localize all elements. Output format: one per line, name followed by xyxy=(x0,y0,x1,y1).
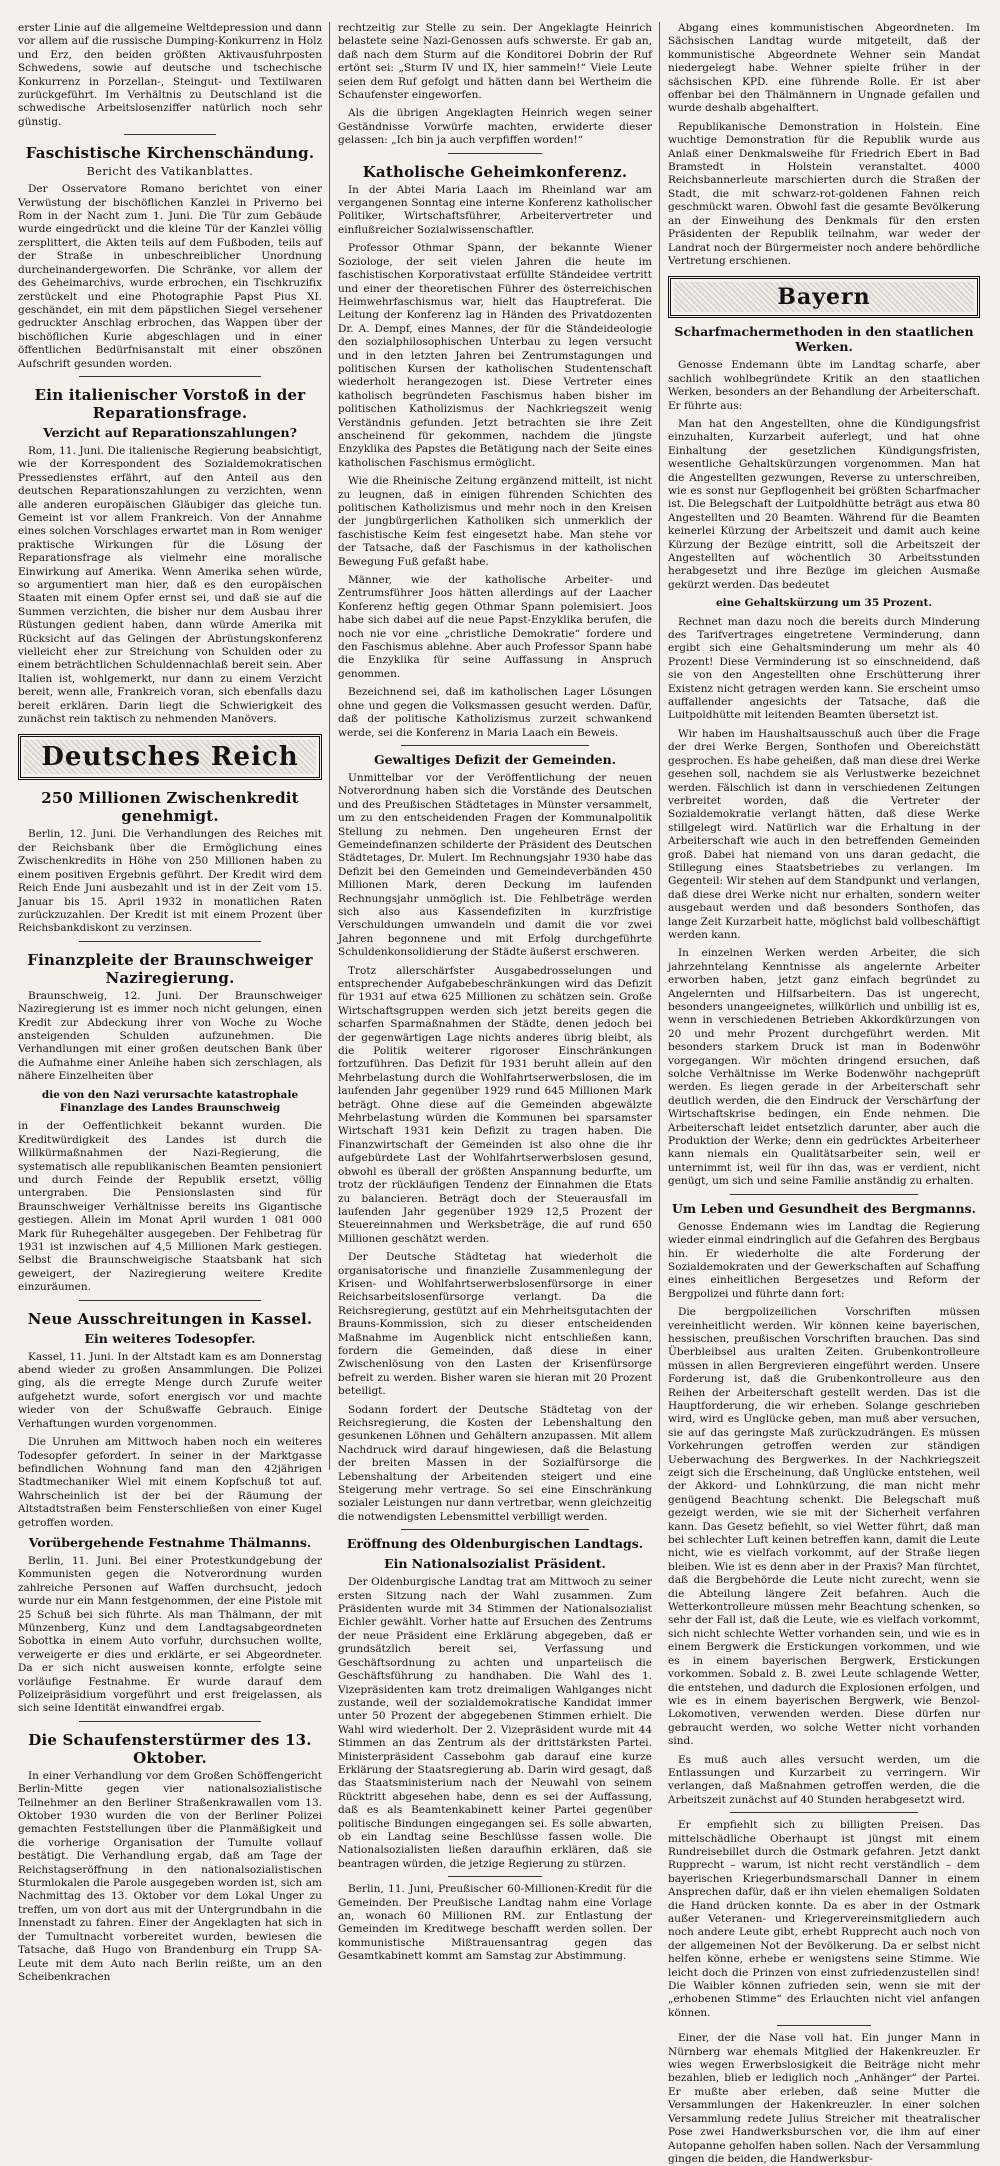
paragraph: Berlin, 12. Juni. Die Verhandlungen des Reiches mit der Reichsbank über die Ermöglichung eines Zwischenkredits in Höhe von 250 Millionen haben zu einem positiven Ergebnis geführt. Der Kredit wird dem Reich Ende Juni ausbezahlt und ist in der Zeit vom 15. Januar bis 15. April 1932 in monatlichen Raten zurückzuzahlen. Der Kredit ist mit einem Prozent über Reichsbankdiskont zu verzinsen. xyxy=(18,828,322,935)
paragraph: Männer, wie der katholische Arbeiter- und Zentrumsführer Joos hätten allerdings auf der Laacher Konferenz heftig gegen Othmar Spann polemisiert. Joos habe sich dabei auf die neue Papst-Enzyklika berufen, die noch nie vor eine „christliche Demokratie“ fordere und den Faschismus ablehne. Aber auch Professor Spann habe die Enzyklika für seine Auffassung in Anspruch genommen. xyxy=(338,574,652,680)
column-left xyxy=(18,22,322,1983)
divider xyxy=(79,376,261,377)
paragraph: Genosse Endemann übte im Landtag scharfe, aber sachlich wohlbegründete Kritik an den staatlichen Werken, besonders an der Behandlung der Arbeiterschaft. Er führte aus: xyxy=(668,359,980,412)
paragraph: Genosse Endemann wies im Landtag die Regierung wieder einmal eindringlich auf die Gefahren des Bergbaus hin. Er wiederholte die alte Forderung der Sozialdemokraten und der Gewerkschaften auf Schaffung eines einheitlichen Bergesetzes und Reform der Bergpolizei und führte dann fort: xyxy=(668,1220,980,1300)
article-headline: Faschistische Kirchenschändung. xyxy=(25,144,315,163)
divider xyxy=(401,745,589,746)
article-subheadline: Ein weiteres Todesopfer. xyxy=(84,1330,256,1346)
paragraph: In einer Verhandlung vor dem Großen Schöffengericht Berlin-Mitte gegen vier nationalsozialistische Teilnehmer an den Berliner Straßenkrawallen vom 13. Oktober 1930 wurden die von der Berliner Polizei gemachten Feststellungen über die Planmäßigkeit und die vorherige Organisation der Tumulte vollauf bestätigt. Die Verhandlung ergab, daß am Tage der Reichstagseröffnung in den nationalsozialistischen Sturmlokalen die Parole ausgegeben worden ist, sich am Nachmittag des 13. Oktober vor dem Lokal Unger zu treffen, um von dort aus mit der Untergrundbahn in die Innenstadt zu fahren. Einer der Angeklagten hat sich in der Tumultnacht vorbereitet wurden, bewiesen die Tatsache, daß Hugo von Brandenburg ein Trupp SA-Leute mit dem Auto nach Berlin reißte, um an den Scheibenkrachen xyxy=(18,1769,322,1983)
paragraph: Die bergpolizeilichen Vorschriften müssen vereinheitlicht werden. Wir können keine bayerischen, hessischen, preußischen Vorschriften brauchen. Das sind Überbleibsel aus uralten Zeiten. Grubenkontrolleure müssen in allen Bergrevieren eingeführt werden. Unsere Forderung ist, daß die Grubenkontrolleure aus den Reihen der Arbeiterschaft gestellt werden. Das ist die Hauptforderung, die wir erheben. Solange geschrieben wird, wird es Unglücke geben, man muß aber versuchen, sie auf das geringste Maß zurückzudrängen. Es müssen Vorkehrungen getroffen werden zur ständigen Ueberwachung des Bergwerkes. In der Nachkriegszeit zeigt sich die Erscheinung, daß Unglücke entstehen, weil der Akkord- und Lohnkürzung, die man nicht mehr genügend Beachtung schenkt. Die Belegschaft muß gezeigt werden, wie sie mit der Sicherheit verfahren kann. Das Gesetz befiehlt, so viel Wetter führt, daß man bei schlechter Luft keinen betreffen kann, damit die Leute nicht, wie es vielfach vorkommt, auf der Straße liegen bleiben. Wie ist es denn aber in der Praxis? Man fürchtet, daß die Bergbehörde die Leute nicht zurecht, wenn sie die Abteilung längere Zeit befahren. Auch die Wetterkontrolleure müssen mehr Beachtung schenken, so sehr der Fall ist, daß die Leute, wie es vielfach vorkommt, sich nicht schlechte Wetter vorhanden sein, und wie es in einem Bergwerk die Erstickungen vorkommen, und wie es in einem bayerischen Bergwerk, Erstickungen vorkommen. Sobald z. B. zwei Leute schlagende Wetter, die entstehen, und dadurch die Explosionen erfolgen, und wie es in einem bayerischen Bergwerk, wie Benzol-Lokomotiven, verwenden werden. Diese dürfen nur gebraucht werden, wo solche Wetter nicht vorhanden sind. xyxy=(668,1306,980,1748)
column-right xyxy=(668,22,980,2165)
paragraph: Wir haben im Haushaltsausschuß auch über die Frage der drei Werke Bergen, Sonthofen und Obereichstätt gesprochen. Es habe geheißen, daß man diese drei Werke gesehen soll, nachdem sie als Verlustwerke bezeichnet werden. Fälschlich ist dann in verschiedenen Zeitungen verbreitet worden, daß die Vertreter der Sozialdemokratie verlangt hätten, daß diese Werke stillgelegt wird. Natürlich war die Erhaltung in der Arbeiterschaft wie auch in den betreffenden Gemeinden groß. Dabei hat niemand von uns daran gedacht, die Stillegung eines Staatsbetriebes zu verlangen. Im Gegenteil: Wir stehen auf dem Standpunkt und verlangen, daß diese drei Werke nicht nur erhalten, sondern weiter ausgebaut werden und daß besonders Sonthofen, das lange Zeit Kurzarbeit hatte, möglichst bald vollbeschäftigt werden kann. xyxy=(668,727,980,941)
paragraph: In der Abtei Maria Laach im Rheinland war am vergangenen Sonntag eine interne Konferenz katholischer Politiker, Wirtschaftsführer, Arbeitervertreter und einflußreicher Sozialwissenschaftler. xyxy=(338,183,652,236)
paragraph: Rom, 11. Juni. Die italienische Regierung beabsichtigt, wie der Korrespondent des Sozialdemokratischen Pressedienstes erfährt, auf den Anteil aus den deutschen Reparationszahlungen zu verzichten, wenn alle anderen europäischen Gläubiger das gleiche tun. Gemeint ist vor allem Frankreich. Von der Annahme eines solchen Vorschlages erwartet man in Rom weniger praktische Wirkungen für die Lösung der Reparationsfrage als vielmehr eine moralische Einwirkung auf Amerika. Wenn Amerika sehen würde, so argumentiert man hier, daß es den europäischen Staaten mit einem Opfer ernst sei, und daß sie auf die Summen verzichten, die bisher nur dem Ausbau ihrer Rüstungen gedient haben, dann würde Amerika mit Rücksicht auf das Gelingen der Abrüstungskonferenz vielleicht eher zur Streichung von Schulden oder zu einem beträchtlichen Schuldennachlaß bereit sein. Aber Italien ist, wohlgemerkt, nur dann zu einem Verzicht bereit, wenn alle, Frankreich voran, sich ebenfalls dazu bereit erklären. Darin liegt die Schwierigkeit des zunächst rein taktisch zu nehmenden Manövers. xyxy=(18,444,322,726)
paragraph: Braunschweig, 12. Juni. Der Braunschweiger Naziregierung ist es immer noch nicht gelungen, einen Kredit zur Abdeckung ihrer von Woche zu Woche ansteigenden Schulden aufzunehmen. Die Verhandlungen mit einer großen deutschen Bank über die Aufnahme einer Anleihe haben sich zerschlagen, als nähere Einzelheiten über xyxy=(18,989,322,1083)
article-headline: Scharfmachermethoden in den staatlichen Werken. xyxy=(674,324,974,355)
paragraph: Abgang eines kommunistischen Abgeordneten. Im Sächsischen Landtag wurde mitgeteilt, daß der kommunistische Abgeordnete Wehner sein Mandat niedergelegt habe. Wehner spielte früher in der sächsischen KPD. eine führende Rolle. Er ist aber offenbar bei den Thälmännern in Ungnade gefallen und wurde deshalb abgehalftert. xyxy=(668,22,980,115)
paragraph: Die Unruhen am Mittwoch haben noch ein weiteres Todesopfer gefordert. In seiner in der Marktgasse befindlichen Wohnung fand man den 42jährigen Stadtmechaniker Wiel mit einem Kopfschuß tot auf. Wahrscheinlich ist der bei der Räumung der Altstadtstraßen beim Fensterschließen von einer Kugel getroffen worden. xyxy=(18,1436,322,1529)
article-headline: Katholische Geheimkonferenz. xyxy=(362,162,628,181)
highlighted-line: die von den Nazi verursachte katastrophale Finanzlage des Landes Braunschweig xyxy=(41,1088,299,1114)
divider xyxy=(79,941,261,942)
section-banner xyxy=(18,734,322,780)
article-headline: Eröffnung des Oldenburgischen Landtags. xyxy=(346,1536,644,1552)
paragraph: Als die übrigen Angeklagten Heinrich wegen seiner Geständnisse Vorwürfe machten, erwiderte dieser gelassen: „Ich bin ja auch verpfiffen worden!“ xyxy=(338,107,652,147)
paragraph: Man hat den Angestellten, ohne die Kündigungsfrist einzuhalten, Kurzarbeit auferlegt, und hat ohne Einhaltung der gesetzlichen Kündigungsfristen, wesentliche Gehaltskürzungen vorgenommen. Man hat die Angestellten gezwungen, Reverse zu unterschreiben, wie es sonst nur Gepflogenheit bei größten Scharfmacher ist. Die Belegschaft der Luitpoldhütte beträgt aus etwa 80 Angestellten und 20 Beamten. Während für die Beamten keinerlei Kürzung der Arbeitszeit und damit auch keine Kürzung der Bezüge eintritt, soll die Arbeitszeit der Angestellten auf wöchentlich 30 Arbeitsstunden herabgesetzt und ihre Bezüge im gleichen Ausmaße gekürzt werden. Das bedeutet xyxy=(668,417,980,591)
article-headline: Vorübergehende Festnahme Thälmanns. xyxy=(28,1534,312,1550)
article-headline: 250 Millionen Zwischenkredit genehmigt. xyxy=(41,789,299,826)
paragraph: Kassel, 11. Juni. In der Altstadt kam es am Donnerstag abend wieder zu großen Ansammlungen. Die Polizei ging, als die erregte Menge durch Zurufe weiter aufgehetzt wurde, sofort energisch vor und machte wieder von der Schußwaffe Gebrauch. Einige Verhaftungen wurden vorgenommen. xyxy=(18,1350,322,1430)
paragraph: Einer, der die Nase voll hat. Ein junger Mann in Nürnberg war ehemals Mitglied der Hakenkreuzler. Er wies wegen Erwerbslosigkeit die Beiträge nicht mehr bezahlen, blieb er lediglich noch „Anhänger“ der Partei. Er mußte aber erleben, daß seine Mutter die Versammlungen der Hakenkreuzler. In einer solchen Versammlung redete Julius Streicher mit theatralischer Pose zwei Handwerksburschen vor, die ihm auf einer Autopanne geholfen haben sollen. Nach der Versammlung gingen die beiden, die Handwerksbur- xyxy=(668,2032,980,2165)
paragraph: Bezeichnend sei, daß im katholischen Lager Lösungen ohne und gegen die Volksmassen gesucht werden. Dafür, daß der politische Katholizismus zurzeit schwankend werde, sei die Konferenz in Maria Laach ein Beweis. xyxy=(338,686,652,739)
paragraph: Der Deutsche Städtetag hat wiederholt die organisatorische und finanzielle Zusammenlegung der Krisen- und Wohlfahrtserwerbslosenfürsorge in einer Reichsarbeitslosenfürsorge verlangt. Da die Reichsregierung, gestützt auf ein Mehrheitsgutachten der Brauns-Kommission, sich zu dieser entscheidenden Maßnahme im Augenblick nicht entschließen kann, fordern die Gemeinden, daß diese in einer Zwischenlösung von den Lasten der Krisenfürsorge befreit zu werden. Bisher waren sie hieran mit 20 Prozent beteiligt. xyxy=(338,1251,652,1398)
paragraph: Trotz allerschärfster Ausgabedrosselungen und entsprechender Aufgabebeschränkungen wird das Defizit für 1931 auf etwa 625 Millionen zu schätzen sein. Große Wirtschaftsgruppen werden sich jetzt bereits gegen die scharfen Sparmaßnahmen der Städte, denen jedoch bei der gegenwärtigen Lage nichts anderes übrig bleibt, als die Politik weiterer rigoroser Einschränkungen fortzuführen. Das Defizit für 1931 beruht allein auf den Mehrbelastung durch die Wohlfahrtserwerbslosen, die im laufenden Jahr gegenüber 1929 rund 645 Millionen Mark beträgt. Ohne diese auf die Gemeinden abgewälzte Mehrbelastung würden die Kommunen bei sparsamster Wirtschaft 1931 kein Defizit zu tragen haben. Die Finanzwirtschaft der Gemeinden ist also ohne die ihr aufgebürdete Last der Wohlfahrtserwerbslosen gesund, obwohl es überall der größten Anspannung bedurfte, um trotz der rückläufigen Tendenz der Einnahmen die Etats zu balancieren. Beträgt doch der Steuerausfall im laufenden Jahr gegenüber 1929 12,5 Prozent der Steuereinnahmen und Werksbeträge, die auf rund 650 Millionen geschätzt werden. xyxy=(338,964,652,1245)
paragraph: Der Oldenburgische Landtag trat am Mittwoch zu seiner ersten Sitzung nach der Wahl zusammen. Zum Präsidenten wurde mit 34 Stimmen der Nationalsozialist Eichler gewählt. Vorher hatte auf Ersuchen des Zentrums der neue Präsident eine Erklärung abgegeben, daß er grundsätzlich bereit sei, Verfassung und Geschäftsordnung zu achten und unparteiisch die Geschäftsführung zu handhaben. Die Wahl des 1. Vizepräsidenten kam trotz dreimaligen Wahlganges nicht zustande, weil der sozialdemokratische Kandidat immer unter 50 Prozent der abgegebenen Stimmen erhielt. Die Wahl wird wiederholt. Der 2. Vizepräsident wurde mit 44 Stimmen an das Zentrum als der drittstärksten Partei. Ministerpräsident Cassebohm gab darauf eine kurze Erklärung der Staatsregierung ab. Darin wird gesagt, daß das Staatsministerium nach der Neuwahl von seinem Rücktritt abgesehen habe, denn es sei der Auffassung, daß es als Beamtenkabinett keiner Partei gegenüber politische Bindungen eingegangen sei. Es solle abwarten, ob ein Landtag seine Beschlüsse fassen wolle. Die Nationalsozialisten ließen daraufhin erklären, daß sie beantragen würden, die jetzige Regierung zu stürzen. xyxy=(338,1576,652,1870)
section-banner-label: Deutsches Reich xyxy=(24,740,316,774)
article-subheadline: Ein Nationalsozialist Präsident. xyxy=(384,1556,606,1572)
paragraph: erster Linie auf die allgemeine Weltdepression und dann vor allem auf die russische Dumping-Konkurrenz in Holz und Erz, den beiden größten Aktivausfuhrposten Schwedens, sowie auf deutsche und tschechische Konkurrenz in Porzellan-, Steingut- und Textilwaren zurückgeführt. Im Verhältnis zu Deutschland ist die schwedische Arbeitslosenziffer natürlich noch sehr günstig. xyxy=(18,22,322,128)
divider xyxy=(124,134,215,135)
divider xyxy=(448,1876,542,1877)
article-subheadline: Bericht des Vatikanblattes. xyxy=(86,165,254,179)
paragraph: Berlin, 11. Juni. Bei einer Protestkundgebung der Kommunisten gegen die Notverordnung wurden zahlreiche Personen auf Waffen durchsucht, jedoch wurde nur ein Mann festgenommen, der eine Pistole mit 25 Schuß bei sich führte. Als man Thälmann, der mit Münzenberg, Kunz und dem Landtagsabgeordneten Sobottka in einem Auto vorfuhr, durchsuchen wollte, verweigerte er dies und erklärte, er sei Abgeordneter. Da er sich nicht ausweisen konnte, erfolgte seine vorläufige Festnahme. Er wurde darauf dem Polizeipräsidium vorgeführt und erst freigelassen, als sich seine Identität einwandfrei ergab. xyxy=(18,1554,322,1715)
article-headline: Ein italienischer Vorstoß in der Reparationsfrage. xyxy=(34,385,306,422)
article-headline: Finanzpleite der Braunschweiger Naziregierung. xyxy=(27,950,313,987)
divider xyxy=(730,1194,917,1195)
article-headline: Die Schaufensterstürmer des 13. Oktober. xyxy=(28,1730,312,1767)
paragraph: Es muß auch alles versucht werden, um die Entlassungen und Kurzarbeit zu verringern. Wir verlangen, daß Maßnahmen getroffen werden, die die Arbeitszeit zunächst auf 40 Stunden herabgesetzt wird. xyxy=(668,1753,980,1806)
article-subheadline: Verzicht auf Reparationszahlungen? xyxy=(43,424,297,440)
divider xyxy=(79,1721,261,1722)
paragraph: Unmittelbar vor der Veröffentlichung der neuen Notverordnung haben sich die Vorstände des Deutschen und des Preußischen Städtetages in Münster versammelt, um zu den entscheidenden Fragen der Kommunalpolitik Stellung zu nehmen. Den ungeheuren Ernst der Gemeindefinanzen schilderte der Präsident des Deutschen Städtetages, Dr. Mulert. Im Rechnungsjahr 1930 habe das Defizit bei den Gemeinden und Gemeindeverbänden 450 Millionen Mark, deren Deckung im laufenden Rechnungsjahr unmöglich ist. Die Fehlbeträge werden sich also aus Kassendefiziten in kurzfristige Verschuldungen umwandeln und damit die vor zwei Jahren begonnene und mit Erfolg durchgeführte Schuldenkonsolidierung der Städte äußerst erschweren. xyxy=(338,771,652,959)
highlighted-line: eine Gehaltskürzung um 35 Prozent. xyxy=(715,597,933,610)
divider xyxy=(730,1812,917,1813)
paragraph: Wie die Rheinische Zeitung ergänzend mitteilt, ist nicht zu leugnen, daß in einigen führenden Schichten des politischen Katholizismus und mehr noch in den Kreisen der jungbürgerlichen Katholiken sich unmerklich der faschistische Keim fest eingesetzt habe. Man stehe vor der Tatsache, daß der Faschismus in der katholischen Bewegung Fuß gefaßt habe. xyxy=(338,475,652,568)
section-banner-label: Bayern xyxy=(674,282,974,312)
article-headline: Gewaltiges Defizit der Gemeinden. xyxy=(373,751,617,767)
paragraph: In einzelnen Werken werden Arbeiter, die sich jahrzehntelang Kenntnisse als angelernte Arbeiter erworben haben, jetzt ganz einfach begründet zu Angelernten und Hilfsarbeitern. Das ist ungerecht, besonders unangeeignetes, willkürlich und unbillig ist es, wenn in verschiedenen Betrieben Akkordkürzungen von 20 und mehr Prozent durchgeführt werden. Mit besonders starkem Druck ist man in Bodenwöhr vorgegangen. Wir möchten dringend ersuchen, daß solche Verhältnisse im Werke Bodenwöhr nachgeprüft werden. Es liegen gerade in der Arbeiterschaft sehr deutlich werden, die den Eindruck der Verschärfung der Wirtschaftskrise bedingen, ein Ende nehmen. Die Arbeiterschaft leidet entsetzlich darunter, aber auch die Produktion der Werke; denn ein gedrücktes Arbeiterheer kann niemals ein Qualitätsarbeiter sein, weil er unternimmt ist, weil für ihn das, was er verdient, nicht genügt, um sich und seine Familie anständig zu erhalten. xyxy=(668,947,980,1188)
section-banner xyxy=(668,276,980,318)
article-headline: Neue Ausschreitungen in Kassel. xyxy=(27,1309,313,1328)
article-headline: Um Leben und Gesundheit des Bergmanns. xyxy=(672,1200,976,1216)
paragraph: in der Oeffentlichkeit bekannt wurden. Die Kreditwürdigkeit des Landes ist durch die Willkürmaßnahmen der Nazi-Regierung, die systematisch alle republikanischen Beamten pensioniert und durch Feinde der Republik ersetzt, völlig untergraben. Die Pensionslasten sind für Braunschweiger Verhältnisse bereits ins Gigantische gestiegen. Allein im Monat April wurden 1 081 000 Mark für Ruhegehälter ausgegeben. Der Fehlbetrag für 1931 ist inzwischen auf 4,5 Millionen Mark gestiegen. Selbst die Braunschweigische Staatsbank hat sich geweigert, der Naziregierung weitere Kredite einzuräumen. xyxy=(18,1120,322,1294)
divider xyxy=(79,1300,261,1301)
divider xyxy=(401,1529,589,1530)
paragraph: Er empfiehlt sich zu billigten Preisen. Das mittelschädliche Oberhaupt ist jüngst mit einem Rundreisebillet durch die Ostmark gefahren. Jetzt dankt Rupprecht – warum, ist nicht recht verständlich – dem bayerischen Kriegerbundsmarschall Danner in einem Ansprechen dafür, daß er ihn vielen ehemaligen Soldaten die Hand drücken konnte. Da es aber in der Ostmark außer Veteranen- und Kriegervereinsmitgliedern auch noch andere Leute gibt, erhebt Rupprecht auch noch von der allgemeinen Not der Bevölkerung. Da er selbst nicht helfen könne, erhebe er wenigstens seine Stimme. Wie leicht doch die Prinzen von einst zufriedenzustellen sind! Die Waibler können zufrieden sein, wenn sie mit der „erhobenen Stimme“ des Erlauchten nicht viel anfangen können. xyxy=(668,1819,980,2019)
paragraph: Der Osservatore Romano berichtet von einer Verwüstung der bischöflichen Kanzlei in Priverno bei Rom in der Nacht zum 1. Juni. Die Tür zum Gebäude wurde eingedrückt und die kleine Tür der Kanzlei völlig zersplittert, die Akten teils auf dem Fußboden, teils auf der Straße in unbeschreiblicher Unordnung durcheinandergeworfen. Die Schränke, vor allem der des Geheimarchivs, wurde erbrochen, ein Tischkruzifix zerstückelt und eine Photographie Papst Pius XI. geschändet, ein mit dem päpstlichen Siegel versehener gedruckter Anschlag erbrochen, das Wappen über der bischöflichen Kurie abgeschlagen und in einer öffentlichen Bedürfnisanstalt mit einer obszönen Aufschrift gesunden worden. xyxy=(18,183,322,370)
paragraph: Rechnet man dazu noch die bereits durch Minderung des Tarifvertrages eingetretene Verminderung, dann ergibt sich eine Gehaltsminderung um mehr als 40 Prozent! Diese Verminderung ist so einschneidend, daß sie von den Angestellten ohne Erschütterung ihrer Existenz nicht getragen werden kann. Sie erscheint umso auffallender angesichts der Tatsache, daß die Luitpoldhütte mit leitenden Beamten übersetzt ist. xyxy=(668,615,980,722)
paragraph: rechtzeitig zur Stelle zu sein. Der Angeklagte Heinrich belastete seine Nazi-Genossen aufs schwerste. Er gab an, daß nach dem Sturm auf die Konditorei Dobrin der Ruf ertönt sei: „Sturm IV und IX, hier sammeln!“ Viele Leute seien dem Ruf gefolgt und hätten dann bei Wertheim die Schaufenster eingeworfen. xyxy=(338,22,652,102)
column-middle xyxy=(338,22,652,1963)
paragraph: Professor Othmar Spann, der bekannte Wiener Soziologe, der seit vielen Jahren die heute im faschistischen Korporativstaat erfüllte Ständeidee vertritt und einer der theoretischen Führer des österreichischen Heimwehrfaschismus war, hielt das Hauptreferat. Die Leitung der Konferenz lag in Händen des Privatdozenten Dr. A. Dempf, eines Mannes, der für die Ständeideologie den sozialphilosophischen Unterbau zu legen versucht und in den letzten Jahren bei Zentrumstagungen und politischen Kursen der katholischen Studentenschaft wiederholt herangezogen ist. Diese Vertreter eines katholisch begründeten Faschismus haben bisher im politischen Katholizismus der Nachkriegszeit wenig Verständnis gefunden. Jetzt betrachten sie ihre Zeit anscheinend für gekommen, nachdem die jüngste Enzyklika des Papstes die Betätigung nach der Seite eines katholischen Faschismus ermöglicht. xyxy=(338,242,652,469)
paragraph: Berlin, 11. Juni, Preußischer 60-Millionen-Kredit für die Gemeinden. Der Preußische Landtag nahm eine Vorlage an, wonach 60 Millionen RM. zur Entlastung der Gemeinden im Kreditwege beschafft werden sollen. Der kommunistische Mißtrauensantrag gegen das Gesamtkabinett kommt am Samstag zur Abstimmung. xyxy=(338,1883,652,1963)
divider xyxy=(448,153,542,154)
paragraph: Republikanische Demonstration in Holstein. Eine wuchtige Demonstration für die Republik wurde aus Anlaß einer Denkmalsweihe für Friedrich Ebert in Bad Bramstedt in Holstein veranstaltet. 4000 Reichsbannerleute marschierten durch die Straßen der Stadt, die mit schwarz-rot-goldenen Fahnen reich geschmückt waren. Obwohl fast die gesamte Bevölkerung an der Einweihung des Denkmals für den ersten Präsidenten der Republik teilnahm, war weder der Landrat noch der Bürgermeister noch andere behördliche Vertretung erschienen. xyxy=(668,120,980,267)
divider xyxy=(777,2025,871,2026)
paragraph: Sodann fordert der Deutsche Städtetag von der Reichsregierung, die Kosten der Lebenshaltung den gesunkenen Löhnen und Gehältern anzupassen. Mit allem Nachdruck wird darauf hingewiesen, daß die Belastung der breiten Massen in der Sozialfürsorge die Lebenshaltung der Arbeitenden steigert und eine Steigerung mehr vertrage. So sei eine Einschränkung sozialer Leistungen nur dann vertretbar, wenn gleichzeitig die notwendigsten Lebensmittel verbilligt werden. xyxy=(338,1403,652,1523)
